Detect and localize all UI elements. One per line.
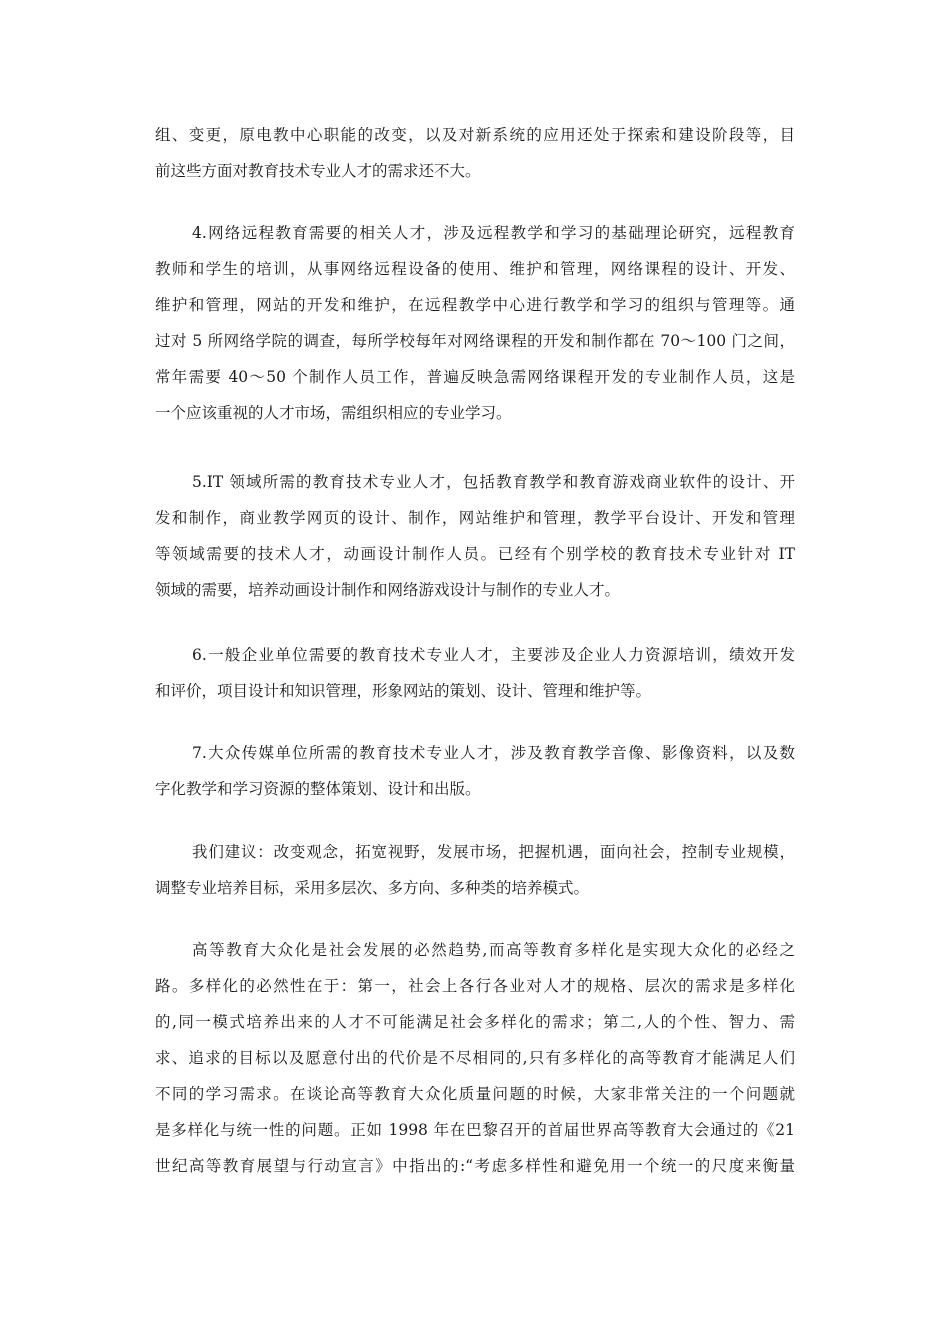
text-line: 世纪高等教育展望与行动宣言》中指出的:“考虑多样性和避免用一个统一的尺度来衡量 [155,1157,795,1175]
text-line: 维护和管理，网站的开发和维护，在远程教学中心进行教学和学习的组织与管理等。通 [155,296,795,314]
paragraph-item-7 [155,735,795,807]
text-line: 路。多样化的必然性在于：第一，社会上各行各业对人才的规格、层次的需求是多样化 [155,977,795,995]
paragraph-diversification [155,932,795,1184]
text-line: 我们建议：改变观念，拓宽视野，发展市场，把握机遇，面向社会，控制专业规模， [192,843,795,861]
text-line: 一个应该重视的人才市场，需组织相应的专业学习。 [155,404,512,422]
text-line: 领域的需要，培养动画设计制作和网络游戏设计与制作的专业人才。 [155,581,621,599]
paragraph-item-5 [155,464,795,608]
text-line: 等领域需要的技术人才，动画设计制作人员。已经有个别学校的教育技术专业针对 IT [155,545,795,563]
text-line: 过对 5 所网络学院的调查，每所学校每年对网络课程的开发和制作都在 70～100 门之间， [155,332,795,350]
text-line: 前这些方面对教育技术专业人才的需求还不大。 [155,162,481,180]
paragraph-item-4 [155,215,795,431]
text-line: 6.一般企业单位需要的教育技术专业人才，主要涉及企业人力资源培训，绩效开发 [192,646,795,664]
text-line: 字化教学和学习资源的整体策划、设计和出版。 [155,780,481,798]
paragraph-item-6 [155,637,795,709]
text-line: 调整专业培养目标，采用多层次、多方向、多种类的培养模式。 [155,879,590,897]
text-line: 发和制作，商业教学网页的设计、制作，网站维护和管理，教学平台设计、开发和管理 [155,509,795,527]
text-line: 5.IT 领域所需的教育技术专业人才，包括教育教学和教育游戏商业软件的设计、开 [192,473,795,491]
paragraph-suggestion [155,834,795,906]
text-line: 4.网络远程教育需要的相关人才，涉及远程教学和学习的基础理论研究，远程教育 [192,224,795,242]
text-line: 常年需要 40～50 个制作人员工作，普遍反映急需网络课程开发的专业制作人员，这是 [155,368,795,386]
text-line: 的,同一模式培养出来的人才不可能满足社会多样化的需求；第二,人的个性、智力、需 [155,1013,795,1031]
text-line: 不同的学习需求。在谈论高等教育大众化质量问题的时候，大家非常关注的一个问题就 [155,1085,795,1103]
text-line: 和评价，项目设计和知识管理，形象网站的策划、设计、管理和维护等。 [155,682,652,700]
paragraph-intro-continued [155,117,795,189]
text-line: 求、追求的目标以及愿意付出的代价是不尽相同的,只有多样化的高等教育才能满足人们 [155,1049,795,1067]
text-line: 教师和学生的培训，从事网络远程设备的使用、维护和管理，网络课程的设计、开发、 [155,260,795,278]
text-line: 7.大众传媒单位所需的教育技术专业人才，涉及教育教学音像、影像资料，以及数 [192,744,795,762]
text-line: 组、变更，原电教中心职能的改变，以及对新系统的应用还处于探索和建设阶段等，目 [155,126,795,144]
text-line: 是多样化与统一性的问题。正如 1998 年在巴黎召开的首届世界高等教育大会通过的《21 [155,1121,795,1139]
text-line: 高等教育大众化是社会发展的必然趋势,而高等教育多样化是实现大众化的必经之 [192,941,795,959]
